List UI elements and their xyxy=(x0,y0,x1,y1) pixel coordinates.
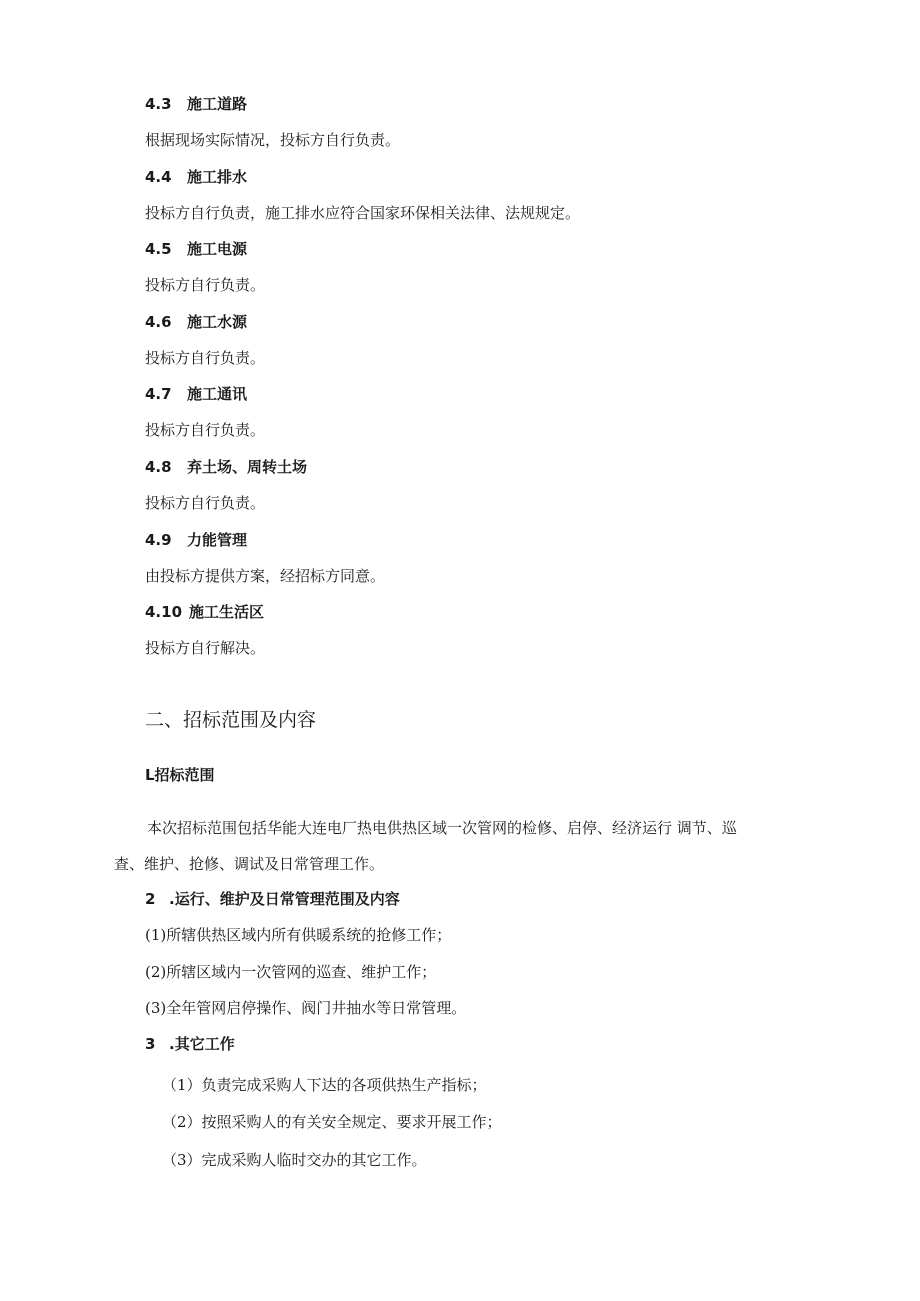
operations-heading xyxy=(145,892,400,907)
operations-item-3: (3)全年管网启停操作、阀门井抽水等日常管理。 xyxy=(145,999,467,1017)
paragraph-4-5: 投标方自行负责。 xyxy=(145,276,266,294)
other-work-item-2: （2）按照采购人的有关安全规定、要求开展工作； xyxy=(162,1113,502,1131)
heading-4-10 xyxy=(145,605,264,620)
heading-number: 4.9 xyxy=(145,531,172,549)
heading-number: 4.6 xyxy=(145,313,172,331)
heading-number: 4.5 xyxy=(145,240,172,258)
heading-title: 施工电源 xyxy=(187,240,248,258)
heading-title: 弃土场、周转土场 xyxy=(187,458,308,476)
heading-number: 2 xyxy=(145,890,156,908)
heading-number: 4.4 xyxy=(145,168,172,186)
heading-title: .运行、维护及日常管理范围及内容 xyxy=(169,890,400,908)
heading-title: 力能管理 xyxy=(187,531,248,549)
scope-paragraph-line-2: 查、维护、抢修、调试及日常管理工作。 xyxy=(114,855,385,873)
scope-heading: L招标范围 xyxy=(145,766,215,784)
section-title: 二、招标范围及内容 xyxy=(145,709,317,731)
paragraph-4-7: 投标方自行负责。 xyxy=(145,421,266,439)
heading-number: 4.8 xyxy=(145,458,172,476)
operations-item-2: (2)所辖区域内一次管网的巡查、维护工作； xyxy=(145,963,437,981)
heading-4-6 xyxy=(145,315,247,330)
heading-number: 4.10 xyxy=(145,603,183,621)
heading-title: 施工水源 xyxy=(187,313,248,331)
heading-4-5 xyxy=(145,242,247,257)
heading-title: 施工道路 xyxy=(187,95,248,113)
heading-number: 3 xyxy=(145,1035,156,1053)
other-work-heading xyxy=(145,1037,235,1052)
heading-4-4 xyxy=(145,170,247,185)
paragraph-4-6: 投标方自行负责。 xyxy=(145,349,266,367)
heading-title: 施工通讯 xyxy=(187,385,248,403)
paragraph-4-3: 根据现场实际情况，投标方自行负责。 xyxy=(145,131,401,149)
heading-4-9 xyxy=(145,533,247,548)
heading-4-7 xyxy=(145,387,247,402)
paragraph-4-4: 投标方自行负责，施工排水应符合国家环保相关法律、法规规定。 xyxy=(145,204,581,222)
heading-title: 施工排水 xyxy=(187,168,248,186)
operations-item-1: (1)所辖供热区域内所有供暖系统的抢修工作； xyxy=(145,926,452,944)
paragraph-4-10: 投标方自行解决。 xyxy=(145,639,266,657)
heading-number: 4.7 xyxy=(145,385,172,403)
heading-4-8 xyxy=(145,460,307,475)
heading-4-3 xyxy=(145,97,247,112)
paragraph-4-8: 投标方自行负责。 xyxy=(145,494,266,512)
other-work-item-1: （1）负责完成采购人下达的各项供热生产指标； xyxy=(162,1076,487,1094)
heading-number: 4.3 xyxy=(145,95,172,113)
heading-title: 施工生活区 xyxy=(189,603,265,621)
heading-title: .其它工作 xyxy=(169,1035,235,1053)
scope-paragraph-line-1: 本次招标范围包括华能大连电厂热电供热区域一次管网的检修、启停、经济运行 调节、巡 xyxy=(147,819,737,837)
other-work-item-3: （3）完成采购人临时交办的其它工作。 xyxy=(162,1151,427,1169)
paragraph-4-9: 由投标方提供方案，经招标方同意。 xyxy=(145,567,386,585)
